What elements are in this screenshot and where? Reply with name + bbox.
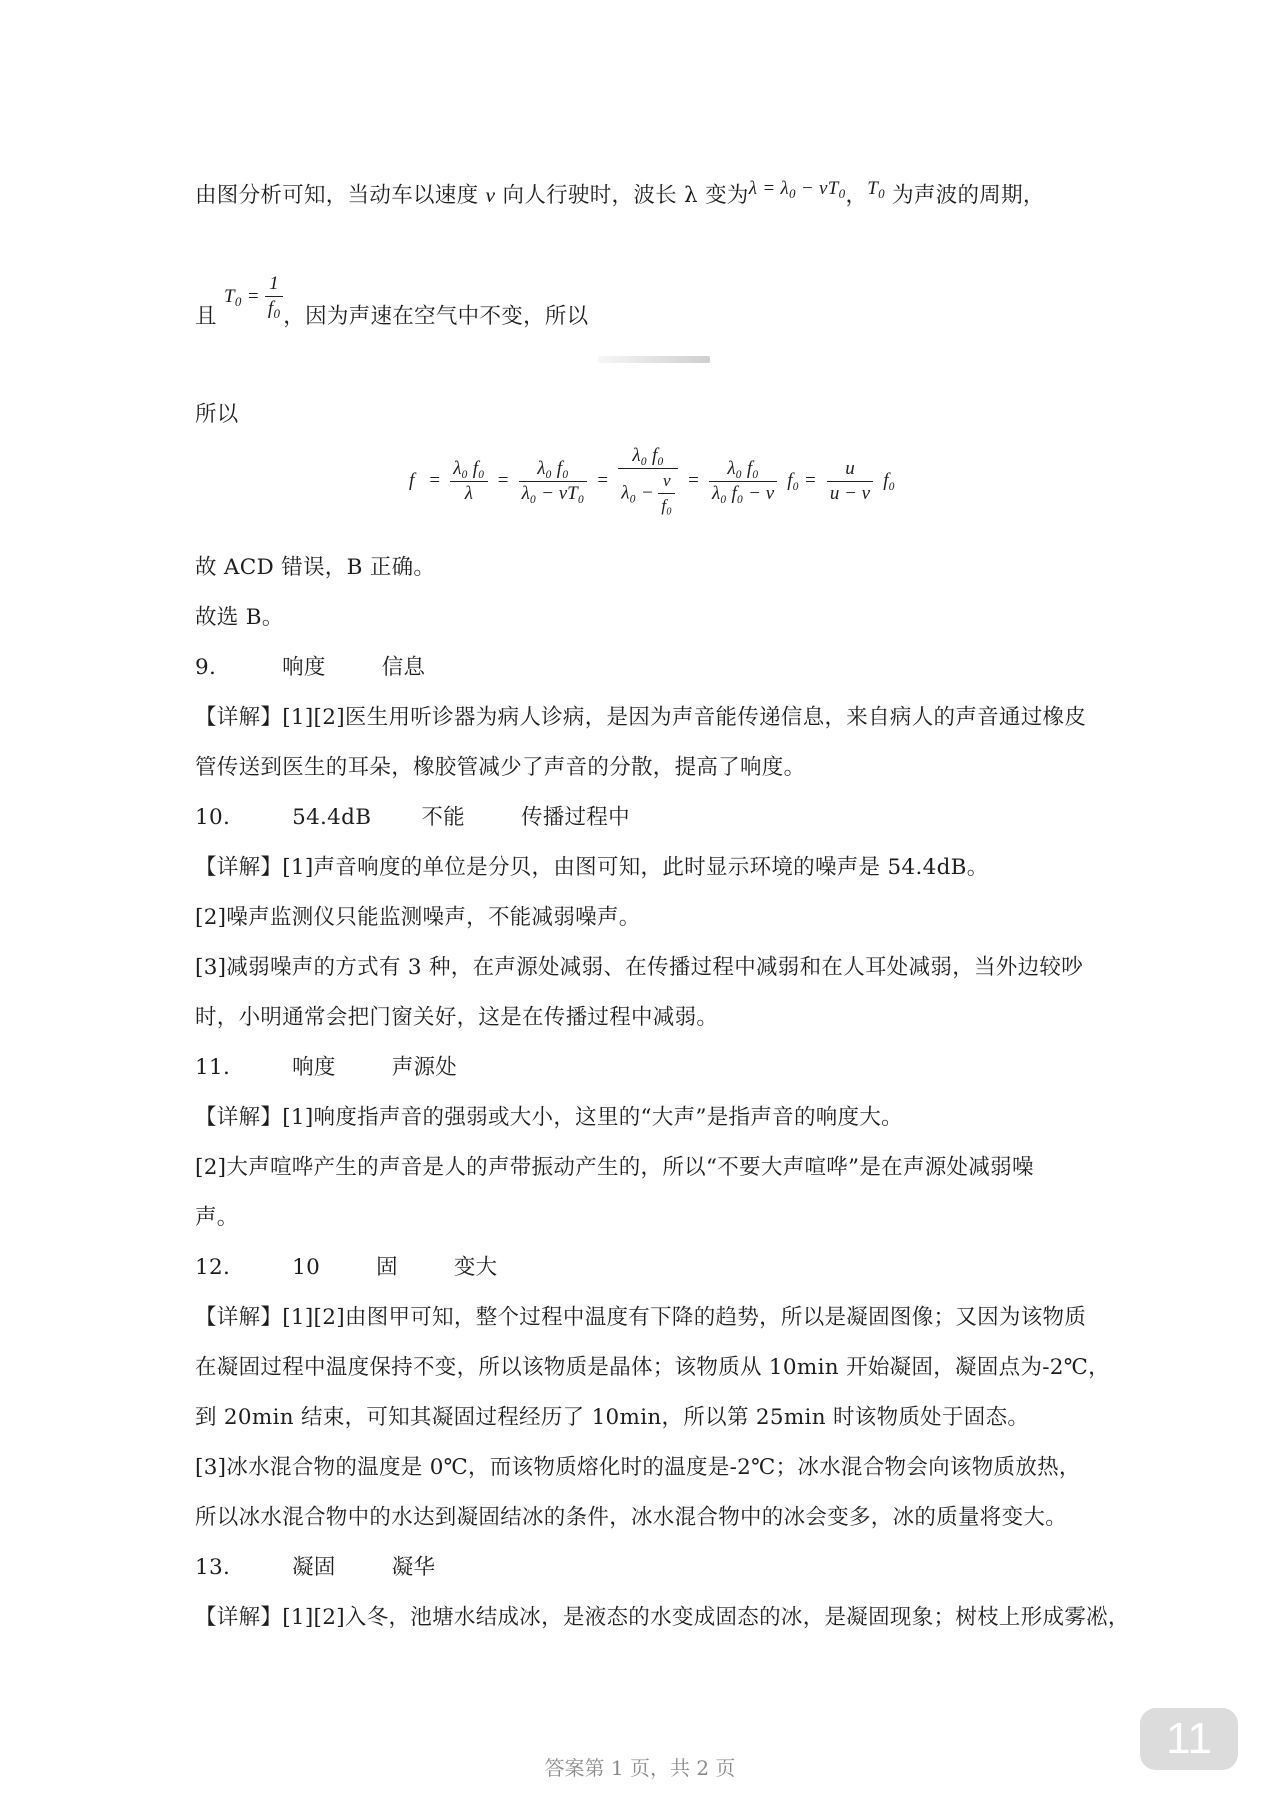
q-number: 9. — [195, 655, 217, 680]
answer-2: 声源处 — [391, 1055, 458, 1080]
answer-2: 固 — [376, 1255, 398, 1280]
period-equation: $T_0$ = $\frac{1}{f_0}$ — [224, 272, 283, 326]
q12-detail-2: 在凝固过程中温度保持不变，所以该物质是晶体；该物质从 10min 开始凝固，凝固点为-2℃， — [195, 1355, 1110, 1380]
choice-line: 故选 B。 — [195, 605, 284, 630]
q12-detail-4: [3]冰水混合物的温度是 0℃，而该物质熔化时的温度是-2℃；冰水混合物会向该物质放热， — [195, 1455, 1081, 1480]
formula-mid: f₀ = — [787, 470, 817, 491]
answer-2: 信息 — [381, 655, 426, 680]
q10-detail-1: 【详解】[1]声音响度的单位是分贝，由图可知，此时显示环境的噪声是 54.4dB。 — [195, 855, 989, 880]
answer-2: 凝华 — [391, 1555, 436, 1580]
q9-detail-2: 管传送到医生的耳朵，橡胶管减少了声音的分散，提高了响度。 — [195, 755, 806, 780]
q13-detail-1: 【详解】[1][2]入冬，池塘水结成冰，是液态的水变成固态的冰，是凝固现象；树枝上形成雾凇， — [195, 1605, 1130, 1630]
fraction-4: $\frac{\text{λ₀ f₀}}{\text{λ₀ f₀ − v}}$ — [709, 457, 777, 506]
q11-detail-2: [2]大声喧哗产生的声音是人的声带振动产生的，所以“不要大声喧哗”是在声源处减弱噪 — [195, 1155, 1034, 1180]
q10-answer — [195, 803, 630, 833]
answer-1: 凝固 — [292, 1555, 336, 1580]
answer-3: 变大 — [453, 1255, 498, 1280]
text: ， — [845, 183, 868, 208]
doppler-formula — [404, 444, 900, 518]
answer-1: 54.4dB — [292, 805, 372, 830]
blurred-image-strip — [598, 356, 710, 363]
formula-f: f — [409, 470, 415, 491]
lambda-equation: $\lambda = \lambda_0 - vT_0$ — [748, 178, 846, 201]
fraction-1: $\frac{\text{λ₀ f₀}}{\lambda}$ — [450, 457, 487, 506]
answer-1: 10 — [292, 1255, 321, 1280]
conclusion-line: 故 ACD 错误，B 正确。 — [195, 555, 436, 580]
q10-detail-2: [2]噪声监测仪只能监测噪声，不能减弱噪声。 — [195, 905, 641, 930]
q-number: 13. — [195, 1555, 231, 1580]
answer-1: 响度 — [292, 1055, 336, 1080]
formula-eq: = — [429, 470, 441, 491]
q-number: 12. — [195, 1255, 231, 1280]
text: 为声波的周期， — [884, 183, 1045, 208]
q10-detail-3: [3]减弱噪声的方式有 3 种，在声源处减弱、在传播过程中减弱和在人耳处减弱，当外边较吵 — [195, 955, 1084, 980]
page-footer: 答案第 1 页，共 2 页 — [544, 1756, 736, 1780]
formula-eq: = — [597, 470, 609, 491]
text: ，因为声速在空气中不变，所以 — [283, 304, 589, 329]
formula-eq: = — [497, 470, 509, 491]
q12-detail-3: 到 20min 结束，可知其凝固过程经历了 10min，所以第 25min 时该物质处于固态。 — [195, 1405, 1030, 1430]
q10-detail-4: 时，小明通常会把门窗关好，这是在传播过程中减弱。 — [195, 1005, 719, 1030]
period-symbol: $T_0$ — [867, 178, 885, 201]
intro-line-1 — [195, 180, 1045, 217]
fraction-5: $\frac{u}{u - v}$ — [827, 457, 873, 506]
answer-1: 响度 — [282, 655, 326, 680]
q12-answer — [195, 1253, 497, 1283]
fraction-2: $\frac{\text{λ₀ f₀}}{\text{λ₀ − vT₀}}$ — [519, 457, 588, 506]
formula-eq: = — [688, 470, 699, 491]
intro-line-2 — [195, 272, 588, 332]
q11-answer — [195, 1053, 457, 1083]
formula-tail: f₀ — [883, 470, 896, 491]
text: 且 — [195, 304, 217, 329]
q-number: 10. — [195, 805, 231, 830]
answer-2: 不能 — [421, 805, 465, 830]
var-v: v — [485, 183, 496, 207]
q13-answer — [195, 1553, 435, 1583]
q11-detail-3: 声。 — [195, 1205, 239, 1230]
page-count-badge[interactable]: 11 — [1140, 1708, 1238, 1770]
q-number: 11. — [195, 1055, 231, 1080]
q9-detail-1: 【详解】[1][2]医生用听诊器为病人诊病，是因为声音能传递信息，来自病人的声音通过橡皮 — [195, 705, 1087, 730]
q11-detail-1: 【详解】[1]响度指声音的强弱或大小，这里的“大声”是指声音的响度大。 — [195, 1105, 903, 1130]
text: 由图分析可知，当动车以速度 — [195, 183, 486, 208]
q12-detail-1: 【详解】[1][2]由图甲可知，整个过程中温度有下降的趋势，所以是凝固图像；又因为该物质 — [195, 1305, 1087, 1330]
text: 向人行驶时，波长 λ 变为 — [495, 183, 749, 208]
q12-detail-5: 所以冰水混合物中的水达到凝固结冰的条件，冰水混合物中的冰会变多，冰的质量将变大。 — [195, 1505, 1068, 1530]
fraction-3: λ₀ f₀ λ₀ − $\frac{v}{\text{f₀}}$ — [618, 444, 678, 518]
answer-3: 传播过程中 — [520, 805, 630, 830]
intro-line-3: 所以 — [195, 402, 239, 427]
q9-answer — [195, 653, 425, 683]
